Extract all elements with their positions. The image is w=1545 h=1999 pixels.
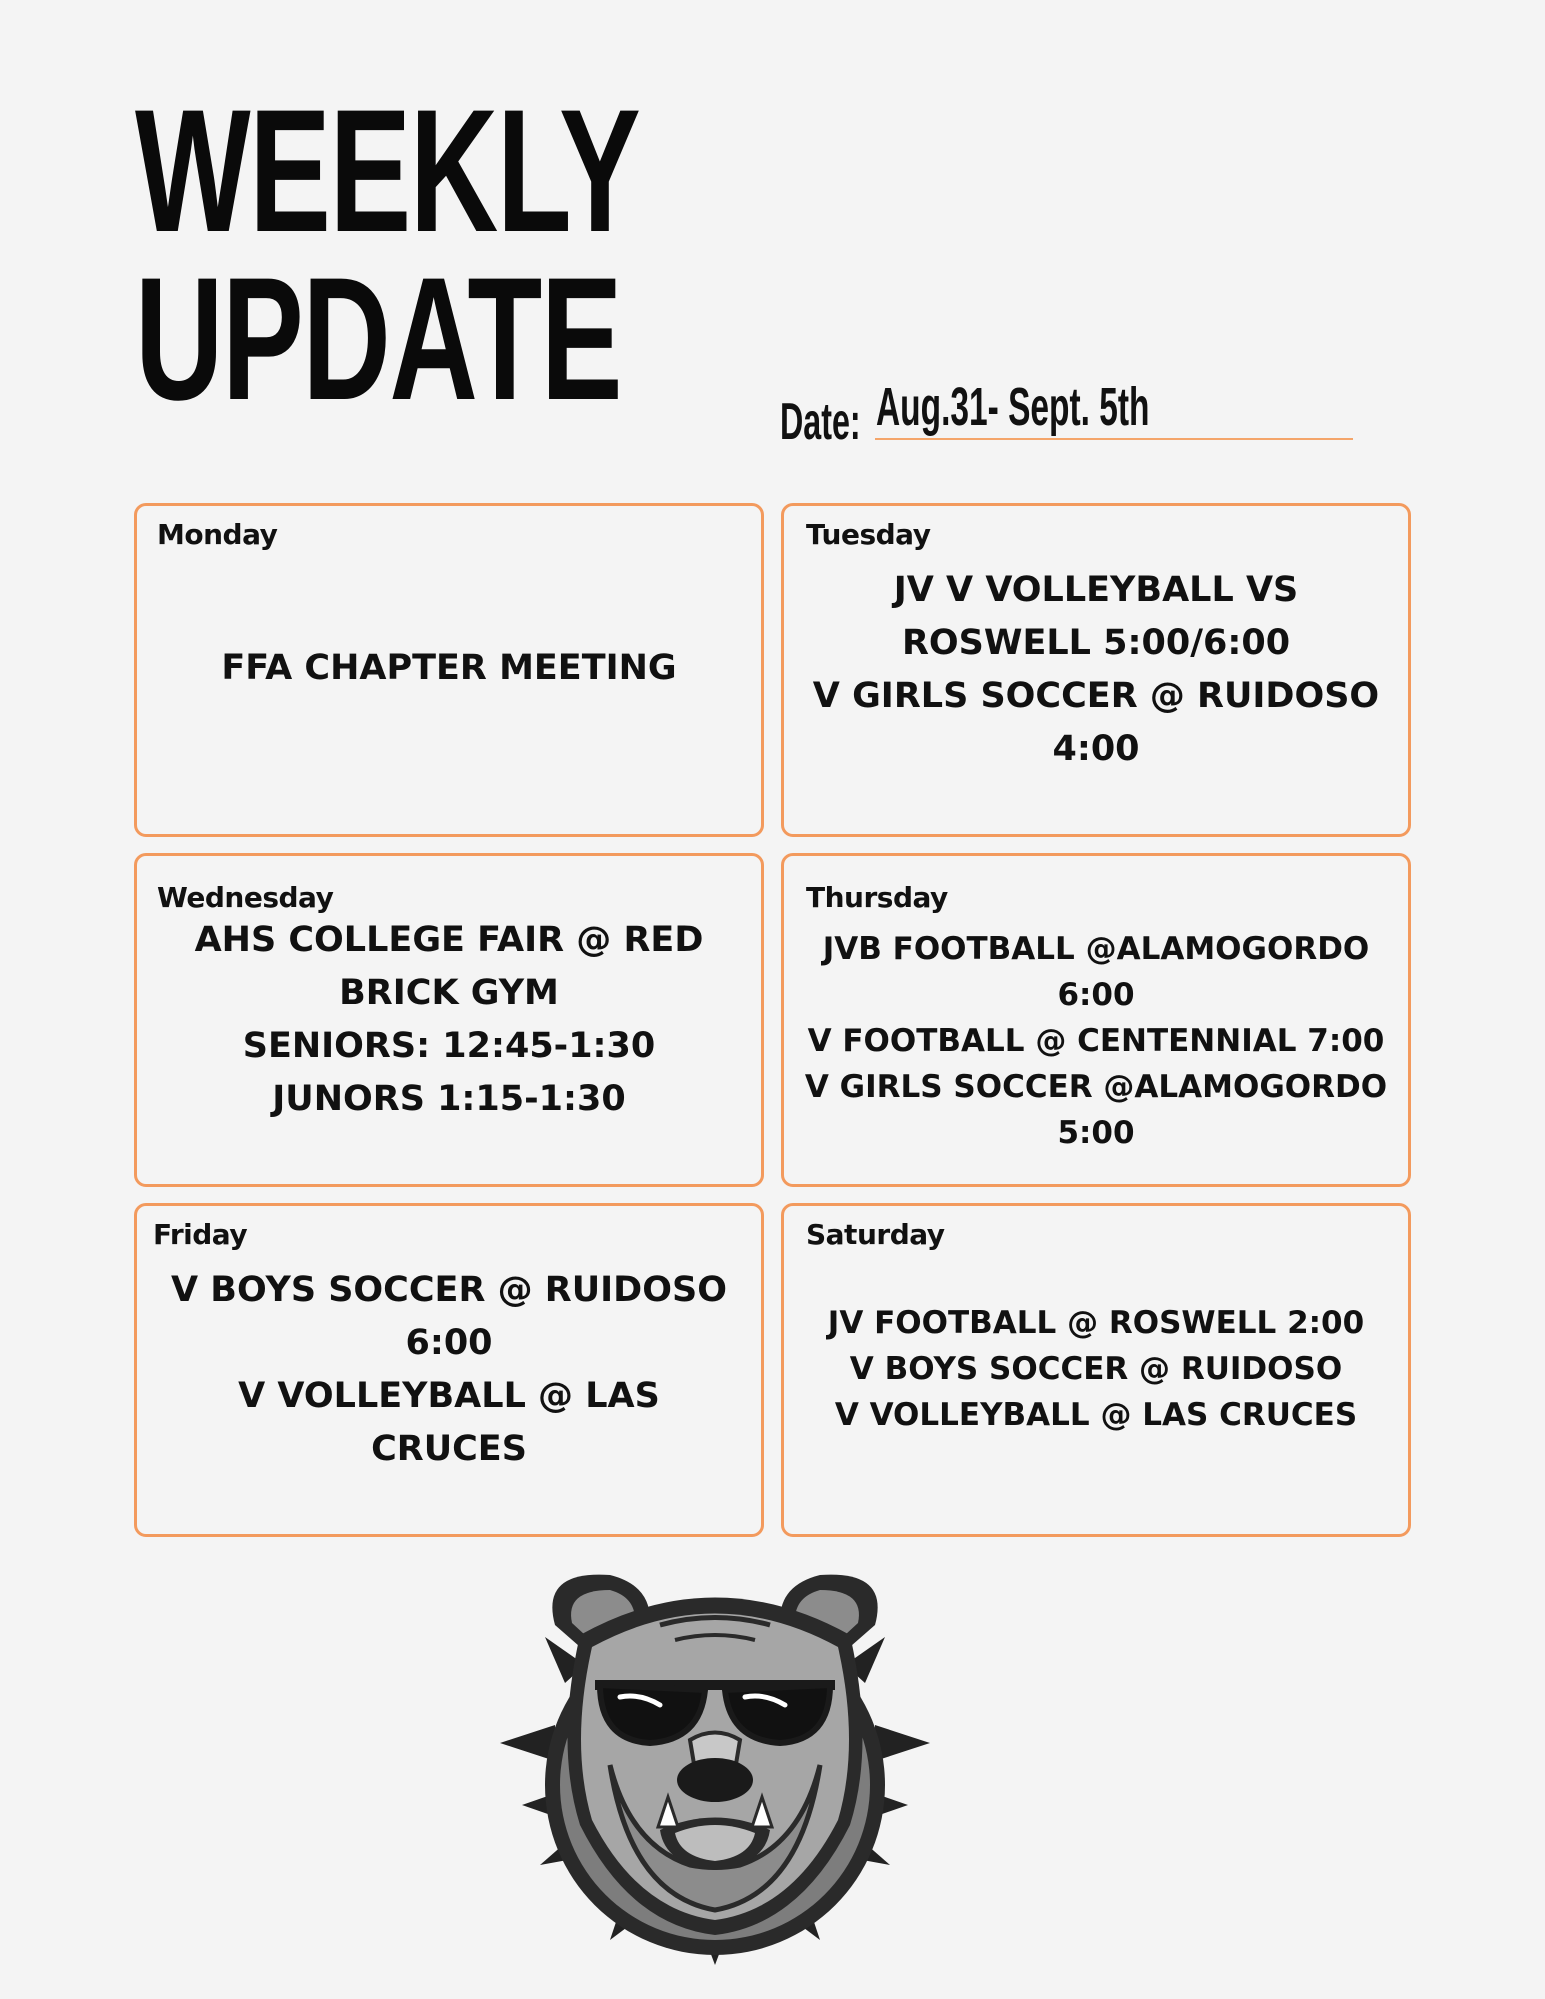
title-line-update: UPDATE xyxy=(135,242,622,437)
event-line: V VOLLEYBALL @ LAS CRUCES xyxy=(834,1397,1358,1433)
day-card-saturday xyxy=(781,1203,1411,1537)
event-line: CRUCES xyxy=(371,1429,527,1469)
event-line: FFA CHAPTER MEETING xyxy=(221,648,677,688)
event-line: JUNORS 1:15-1:30 xyxy=(272,1079,626,1119)
event-line: V FOOTBALL @ CENTENNIAL 7:00 xyxy=(807,1023,1385,1059)
event-line: 5:00 xyxy=(1057,1115,1135,1151)
title-line-weekly: WEEKLY xyxy=(135,74,640,269)
event-line: V GIRLS SOCCER @ RUIDOSO xyxy=(812,676,1380,716)
event-line: V VOLLEYBALL @ LAS xyxy=(238,1376,660,1416)
day-label-saturday: Saturday xyxy=(806,1218,945,1251)
date-value: Aug.31- Sept. 5th xyxy=(876,377,1150,437)
day-label-monday: Monday xyxy=(157,518,278,551)
event-line: V BOYS SOCCER @ RUIDOSO xyxy=(171,1270,727,1310)
day-card-thursday xyxy=(781,853,1411,1187)
day-card-monday xyxy=(134,503,764,837)
day-events-tuesday xyxy=(784,564,1408,776)
event-line: JV FOOTBALL @ ROSWELL 2:00 xyxy=(827,1305,1365,1341)
event-line: AHS COLLEGE FAIR @ RED xyxy=(194,920,704,960)
day-events-wednesday xyxy=(137,914,761,1126)
event-line: JV V VOLLEYBALL VS xyxy=(893,570,1299,610)
event-line: V BOYS SOCCER @ RUIDOSO xyxy=(849,1351,1343,1387)
date-label: Date: xyxy=(780,393,861,451)
day-events-monday xyxy=(137,642,761,695)
day-label-thursday: Thursday xyxy=(806,881,948,914)
day-events-thursday xyxy=(784,926,1408,1156)
event-line: ROSWELL 5:00/6:00 xyxy=(901,623,1291,663)
day-events-saturday xyxy=(784,1300,1408,1438)
day-card-wednesday xyxy=(134,853,764,1187)
event-line: JVB FOOTBALL @ALAMOGORDO xyxy=(822,931,1370,967)
day-label-wednesday: Wednesday xyxy=(157,881,334,914)
day-events-friday xyxy=(137,1264,761,1476)
bulldog-sunglasses-icon xyxy=(500,1565,930,1970)
event-line: 6:00 xyxy=(1057,977,1135,1013)
event-line: 6:00 xyxy=(405,1323,493,1363)
day-card-friday xyxy=(134,1203,764,1537)
date-underline xyxy=(875,438,1353,440)
event-line: SENIORS: 12:45-1:30 xyxy=(242,1026,656,1066)
event-line: V GIRLS SOCCER @ALAMOGORDO xyxy=(804,1069,1388,1105)
day-label-tuesday: Tuesday xyxy=(806,518,931,551)
event-line: 4:00 xyxy=(1052,729,1140,769)
day-label-friday: Friday xyxy=(153,1218,248,1251)
page-title xyxy=(135,74,640,437)
day-card-tuesday xyxy=(781,503,1411,837)
event-line: BRICK GYM xyxy=(339,973,559,1013)
